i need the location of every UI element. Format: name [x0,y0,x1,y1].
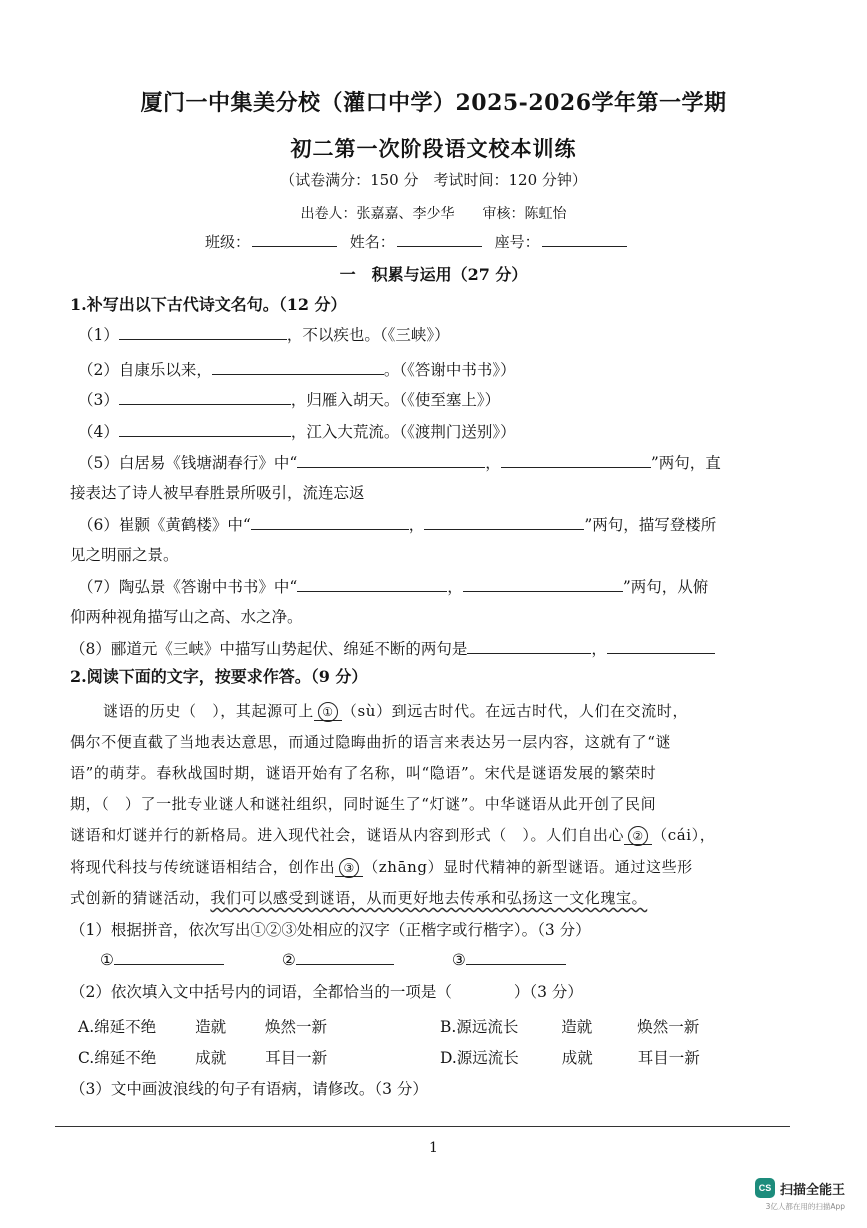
passage-line-3: 语”的萌芽。春秋战国时期，谜语开始有了名称，叫“隐语”。宋代是谜语发展的繁荣时 [70,764,657,782]
scanner-logo-icon: CS [755,1178,775,1198]
answer-blank[interactable] [501,453,651,468]
scanner-watermark [755,1178,845,1198]
comma: ， [408,516,425,534]
answer-blank[interactable] [119,422,291,437]
option-d[interactable] [440,1046,700,1068]
option-word: 成就 [561,1049,593,1067]
q1-item-6 [78,513,716,535]
option-word: 耳目一新 [265,1049,328,1067]
passage-text: 将现代科技与传统谜语相结合，创作出 [70,858,336,876]
scanner-name: 扫描全能王 [779,1182,845,1198]
option-label: A.绵延不绝 [78,1018,157,1036]
passage-line-1 [103,700,688,722]
item-number: （4） [78,423,119,441]
item-text: ，不以疾也。（《三峡》） [286,326,450,344]
passage-line-5 [70,824,715,846]
q1-item-8 [70,637,715,659]
seat-blank[interactable] [542,232,627,247]
answer-blank[interactable] [119,390,291,405]
answer-blank[interactable] [212,360,384,375]
option-c[interactable] [78,1046,327,1068]
circled-number-1: ① [318,702,338,722]
exam-info: （试卷满分：150 分 考试时间：120 分钟） [280,171,587,189]
item-number: （1） [78,326,119,344]
q1-item-3 [78,388,500,410]
circled-number-2: ② [628,826,648,846]
passage-text: 式创新的猜谜活动， [70,889,211,907]
blank-marker-3 [335,858,363,877]
option-label: B.源远流长 [440,1018,519,1036]
student-info-fields [205,231,635,252]
comma: ， [591,640,607,658]
passage-line-4: 期，（ ）了一批专业谜人和谜社组织，同时诞生了“灯谜”。中华谜语从此开创了民间 [70,795,657,813]
q1-item-6-cont: 见之明丽之景。 [70,546,179,564]
answer-label-1: ① [100,951,114,969]
question-1-title: 1.补写出以下古代诗文名句。（12 分） [70,295,347,314]
passage-text: （zhāng）显时代精神的新型谜语。通过这些形 [363,858,693,876]
item-text: ”两句，直 [650,454,721,472]
wavy-underlined-sentence: 我们可以感受到谜语，从而更好地去传承和弘扬这一文化瑰宝。 [210,889,648,907]
blank-marker-1 [314,702,342,721]
answer-blank-3[interactable] [466,950,566,965]
q1-item-7-cont: 仰两种视角描写山之高、水之净。 [70,608,303,626]
option-b[interactable] [440,1015,699,1037]
answer-label-3: ③ [451,951,466,969]
option-word: 造就 [195,1018,227,1036]
q2-sub-3: （3）文中画波浪线的句子有语病，请修改。（3 分） [70,1080,428,1098]
name-label: 姓名： [349,233,395,251]
q1-item-4 [78,420,516,442]
exam-title: 厦门一中集美分校（灌口中学）2025-2026学年第一学期 [140,90,727,116]
item-text: （7）陶弘景《答谢中书书》中“ [78,578,298,596]
class-blank[interactable] [252,232,337,247]
item-text: ，归雁入胡天。（《使至塞上》） [290,391,501,409]
q2-sub-1: （1）根据拼音，依次写出①②③处相应的汉字（正楷字或行楷字）。（3 分） [70,921,591,939]
answer-blank-1[interactable] [114,950,224,965]
item-text: ，江入大荒流。（《渡荆门送别》） [290,423,516,441]
option-label: D.源远流长 [440,1049,519,1067]
answer-blank[interactable] [467,639,591,654]
circled-number-3: ③ [339,858,359,878]
passage-text: （sù）到远古时代。在远古时代，人们在交流时， [341,702,689,720]
passage-line-6 [70,856,693,878]
answer-blank-2[interactable] [296,950,394,965]
passage-text: 谜语的历史（ ），其起源可上 [103,702,314,720]
answer-blank[interactable] [297,577,447,592]
q1-item-7 [78,575,708,597]
passage-line-2: 偶尔不便直截了当地表达意思，而通过隐晦曲折的语言来表达另一层内容，这就有了“谜 [70,733,672,751]
page-number: 1 [429,1140,438,1156]
answer-blank[interactable] [424,515,584,530]
question-2-title: 2.阅读下面的文字，按要求作答。（9 分） [70,667,368,686]
item-text: 。（《答谢中书书》） [383,361,516,379]
option-word: 焕然一新 [265,1018,328,1036]
exam-authors: 出卷人：张嘉嘉、李少华 审核：陈虹怡 [300,206,567,222]
class-label: 班级： [205,233,251,251]
section-title: 一 积累与运用（27 分） [339,265,528,284]
scanner-tagline: 3亿人都在用的扫描App [765,1202,845,1211]
option-word: 造就 [561,1018,593,1036]
item-text: （5）白居易《钱塘湖春行》中“ [78,454,298,472]
option-word: 成就 [195,1049,227,1067]
q2-sub-2: （2）依次填入文中括号内的词语，全都恰当的一项是（ ）（3 分） [70,983,583,1001]
q1-item-5 [78,451,721,473]
item-text: ”两句，描写登楼所 [584,516,717,534]
q2-sub-1-answers [100,950,566,969]
item-text: ”两句，从俯 [622,578,709,596]
item-number: （3） [78,391,119,409]
answer-blank[interactable] [251,515,409,530]
option-a[interactable] [78,1015,327,1037]
passage-line-7 [70,887,647,908]
answer-blank[interactable] [297,453,485,468]
q1-item-2 [78,358,516,380]
passage-text: 谜语和灯谜并行的新格局。进入现代社会，谜语从内容到形式（ ）。人们自出心 [70,826,625,844]
option-label: C.绵延不绝 [78,1049,157,1067]
q1-item-1 [78,323,450,345]
answer-blank[interactable] [463,577,623,592]
answer-blank[interactable] [607,639,715,654]
q1-item-5-cont: 接表达了诗人被早春胜景所吸引，流连忘返 [70,484,365,502]
exam-subtitle: 初二第一次阶段语文校本训练 [290,136,577,161]
item-text: （6）崔颢《黄鹤楼》中“ [78,516,251,534]
option-word: 耳目一新 [637,1049,700,1067]
item-text: （8）郦道元《三峡》中描写山势起伏、绵延不断的两句是 [70,640,468,658]
seat-label: 座号： [494,233,540,251]
item-number: （2） [78,361,119,379]
answer-blank[interactable] [119,325,287,340]
passage-text: （cái）， [652,826,716,844]
comma: ， [447,578,463,596]
option-word: 焕然一新 [637,1018,700,1036]
item-text: 自康乐以来， [118,361,212,379]
name-blank[interactable] [397,232,482,247]
answer-label-2: ② [281,951,296,969]
footer-divider [55,1126,790,1127]
blank-marker-2 [624,826,652,845]
comma: ， [485,454,501,472]
